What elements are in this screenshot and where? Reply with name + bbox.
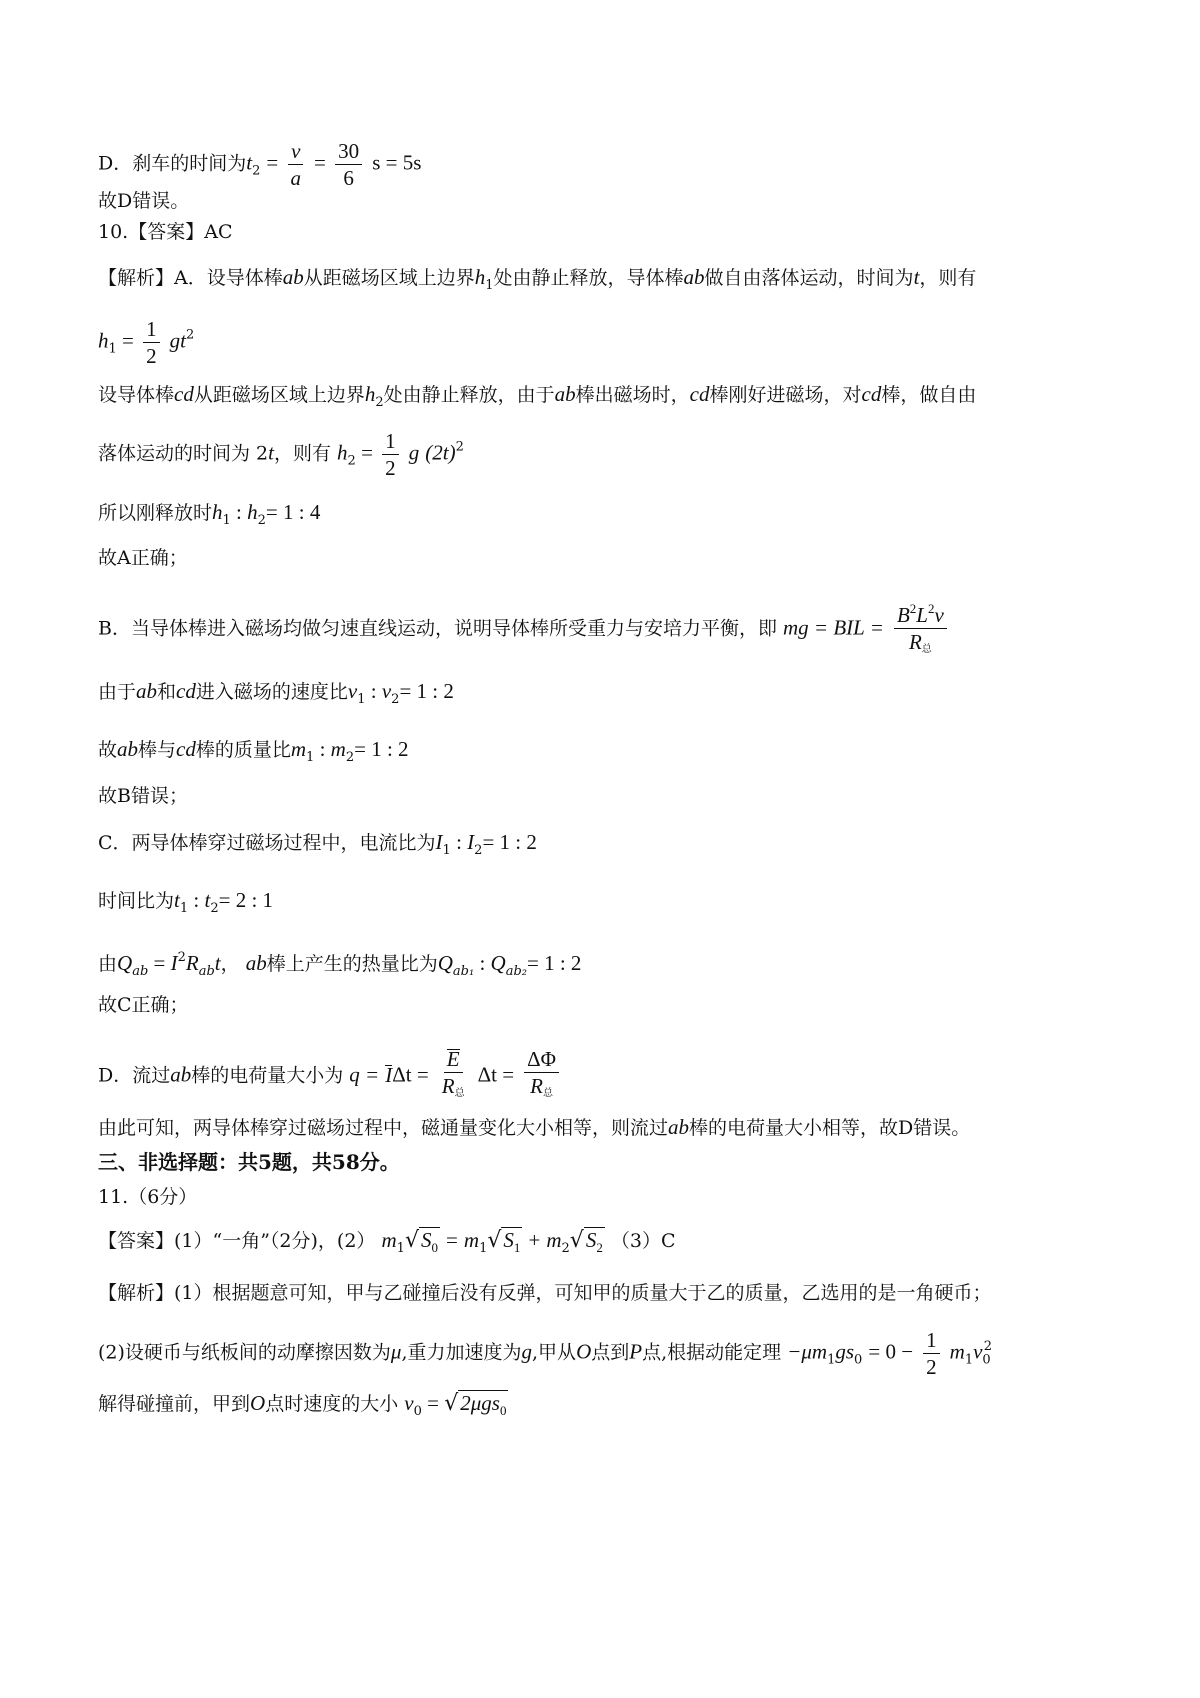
ratio-t: 时间比为$t_1$ : $t_2= 2$ : 1 xyxy=(98,888,274,916)
line-b-wrong: 故B错误； xyxy=(98,785,188,807)
equation-charge: D．流过ab棒的电荷量大小为 q = IΔt = $\frac{E}{\text{R总}}$ Δt = $\frac{\Delta\Phi}{\text{R总}}$ xyxy=(98,1046,563,1107)
line-10a-intro: 【解析】A．设导体棒ab从距磁场区域上边界$h_1$处由静止释放，导体棒ab做自由落体运动，时间为t，则有 xyxy=(98,265,977,293)
var-t: t xyxy=(246,150,253,175)
line-d-wrong: 故D错误。 xyxy=(98,190,190,212)
ratio-v: 由于ab和cd进入磁场的速度比$v_1$ : $v_2= 1$ : 2 xyxy=(98,679,454,707)
answer-10: 10.【答案】AC xyxy=(98,221,233,243)
analysis-11-2: (2)设硬币与纸板间的动摩擦因数为μ,重力加速度为g,甲从O点到P点,根据动能定理 $-\mu m_1gs_0 = 0$ − $\frac{1}{2}$ $m_1v_0^2$ xyxy=(98,1328,992,1379)
ratio-h: 所以刚释放时$h_1$ : $h_2= 1$ : 4 xyxy=(98,500,321,528)
ratio-i: C．两导体棒穿过磁场过程中，电流比为$I_1$ : $I_2= 1$ : 2 xyxy=(98,830,537,858)
line-cd-release: 设导体棒cd从距磁场区域上边界$h_2$处由静止释放，由于ab棒出磁场时，cd棒刚好进磁场，对cd棒，做自由 xyxy=(98,382,977,410)
line-d-conclusion: 由此可知，两导体棒穿过磁场过程中，磁通量变化大小相等，则流过ab棒的电荷量大小相等，故D错误。 xyxy=(98,1115,971,1139)
answer-11: 【答案】(1）“一角”（2分)，(2） $m_1√S_0 = m_1√S_1 + m_2√S_2$ （3）C xyxy=(98,1228,676,1256)
text: D．刹车的时间为 xyxy=(98,152,247,175)
equation-h1: $h_1$ = $\frac{1}{2}$ $gt^2$ xyxy=(98,317,195,368)
result: s = 5s xyxy=(372,150,422,175)
analysis-11-1: 【解析】(1）根据题意可知，甲与乙碰撞后没有反弹，可知甲的质量大于乙的质量，乙选用的是一角硬币； xyxy=(98,1282,992,1304)
fraction-v-over-a: $\frac{v}{a}$ xyxy=(288,138,305,191)
section-heading: 三、非选择题：共5题，共58分。 xyxy=(98,1150,400,1174)
equation-h2: 落体运动的时间为 2t，则有 $h_2$ = $\frac{1}{2}$ g $(2t)^2$ xyxy=(98,429,464,480)
line-b-balance: B．当导体棒进入磁场均做匀速直线运动，说明导体棒所受重力与安培力平衡，即 mg = BIL = $\frac{B^2L^2v}{\text{R总}}$ xyxy=(98,596,951,663)
ratio-q-heat: 由$Q_{ab} = I^2R_{ab}t$， ab棒上产生的热量比为$Q_{ab_1}$ : $Q_{ab_2}= 1$ : 2 xyxy=(98,950,582,979)
line-d-brake-time: D．刹车的时间为$t_2$ = $\frac{v}{a}$ = $\frac{30}{6}$ s = 5s xyxy=(98,139,422,190)
result-v0: 解得碰撞前，甲到O点时速度的大小 $v_0 = √2\mu gs_0$ xyxy=(98,1391,507,1419)
line-a-correct: 故A正确； xyxy=(98,547,188,569)
question-11: 11.（6分） xyxy=(98,1186,198,1208)
ratio-m: 故ab棒与cd棒的质量比$m_1$ : $m_2= 1$ : 2 xyxy=(98,737,409,765)
fraction-30-over-6: $\frac{30}{6}$ xyxy=(335,138,362,191)
line-c-correct: 故C正确； xyxy=(98,994,189,1016)
